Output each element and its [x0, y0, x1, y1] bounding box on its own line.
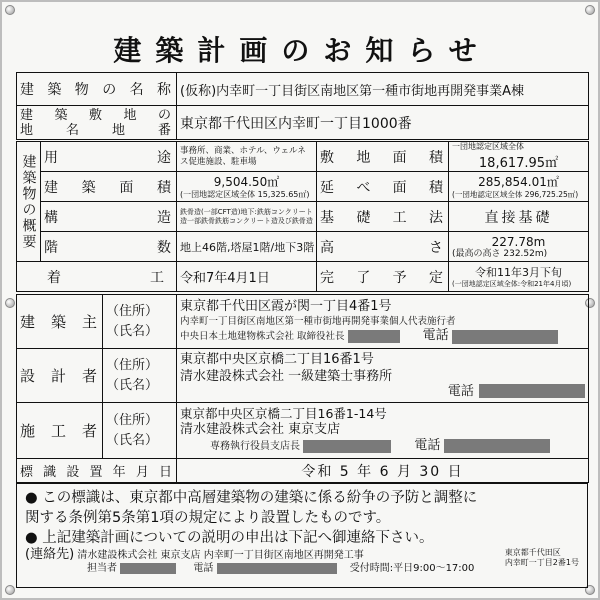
- client-subs: [103, 295, 177, 349]
- total-floor-area-label: 延べ面積: [317, 172, 449, 202]
- total-floor-area-sub: (一団地認定区域全体 296,725.25㎡): [452, 190, 579, 199]
- building-area-value: 9,504.50㎡: [213, 175, 280, 189]
- site-label-line2: 地名地番: [20, 122, 173, 138]
- height-sub: (最高の高さ 232.52m): [452, 248, 548, 259]
- contractor-name-label: （氏名）: [106, 432, 159, 448]
- completion-sub: (一団地認定区域全体:令和21年4月頃): [452, 280, 572, 288]
- client-name-row: [180, 329, 585, 344]
- sign-date-value: 令和 5 年 6 月 30 日: [177, 459, 589, 483]
- height-label: 高さ: [317, 232, 449, 262]
- bolt-icon: [5, 298, 15, 308]
- contact-hours: 受付時間:平日9:00～17:00: [349, 563, 475, 574]
- redacted-phone: [444, 439, 550, 453]
- contractor-values: [177, 403, 589, 459]
- contractor-address-label: （住所）: [106, 412, 159, 428]
- building-area-sub: (一団地認定区域全体 15,325.65㎡): [180, 190, 310, 199]
- start-value: 令和7年4月1日: [177, 262, 317, 292]
- footer-line2: 関する条例第5条第1項の規定により設置したものです。: [25, 510, 391, 526]
- footer-line3: ● 上記建築計画についての説明の申出は下記へ御連絡下さい。: [25, 530, 434, 546]
- client-label: 建築主: [17, 295, 103, 349]
- contractor-rep: 専務執行役員支店長: [210, 441, 300, 452]
- overview-label: 建築物の概要: [17, 142, 41, 262]
- site-area-cell: [449, 142, 589, 172]
- bolt-icon: [585, 5, 595, 15]
- start-label: 着工: [17, 262, 177, 292]
- designer-name: 清水建設株式会社 一級建築士事務所: [180, 369, 393, 384]
- footer-person-row: [25, 562, 579, 576]
- client-name-label: （氏名）: [106, 323, 159, 339]
- designer-address: 東京都中央区京橋二丁目16番1号: [180, 352, 374, 367]
- client-phone-label: 電話: [422, 328, 449, 343]
- foundation-value: 直接基礎: [449, 202, 589, 232]
- foundation-label: 基礎工法: [317, 202, 449, 232]
- floors-value: 地上46階,塔屋1階/地下3階: [177, 232, 317, 262]
- building-area-cell: [177, 172, 317, 202]
- contact-address: [505, 548, 579, 568]
- contact-phone-label: 電話: [193, 563, 214, 574]
- contractor-name: 清水建設株式会社 東京支店: [180, 422, 341, 437]
- contractor-address: 東京都中央区京橋二丁目16番1-14号: [180, 406, 387, 421]
- footer-contact-row: [25, 547, 579, 567]
- client-name2: 中央日本土地建物株式会社 取締役社長: [180, 331, 345, 342]
- completion-value: 令和11年3月下旬: [475, 266, 562, 279]
- client-address: 東京都千代田区霞が関一丁目4番1号: [180, 299, 392, 314]
- contractor-subs: [103, 403, 177, 459]
- structure-label: 構造: [41, 202, 177, 232]
- designer-address-label: （住所）: [106, 357, 159, 373]
- site-label-line1: 建築敷地の: [20, 107, 173, 123]
- height-cell: [449, 232, 589, 262]
- site-label: [17, 106, 177, 140]
- project-table: [16, 72, 589, 140]
- redacted-person: [120, 563, 176, 574]
- client-values: [177, 295, 589, 349]
- contractor-label: 施工者: [17, 403, 103, 459]
- building-area-label: 建築面積: [41, 172, 177, 202]
- contact-org: 清水建設株式会社 東京支店 内幸町一丁目街区南地区再開発工事: [77, 550, 364, 561]
- building-name-value: (仮称)内幸町一丁目街区南地区第一種市街地再開発事業A棟: [177, 73, 589, 106]
- redacted-phone: [452, 330, 558, 344]
- designer-name-label: （氏名）: [106, 377, 159, 393]
- redacted-name: [303, 440, 391, 453]
- redacted-phone: [217, 563, 337, 574]
- total-floor-area-cell: [449, 172, 589, 202]
- redacted-name: [348, 330, 400, 343]
- total-floor-area-value: 285,854.01㎡: [478, 175, 559, 189]
- contractor-rep-row: [180, 438, 585, 455]
- contractor-phone-label: 電話: [414, 438, 441, 453]
- site-area-note: 一団地認定区域全体: [452, 142, 524, 151]
- use-label: 用途: [41, 142, 177, 172]
- overview-table: [16, 141, 589, 292]
- contact-address2: 内幸町一丁目2番1号: [504, 558, 579, 567]
- use-value: 事務所、商業、ホテル、ウェルネス促進施設、駐車場: [177, 142, 317, 172]
- redacted-phone: [479, 384, 585, 398]
- bolt-icon: [5, 5, 15, 15]
- building-name-label: 建築物の名称: [17, 73, 177, 106]
- site-area-label: 敷地面積: [317, 142, 449, 172]
- client-name1: 内幸町一丁目街区南地区第一種市街地再開発事業個人代表施行者: [180, 316, 456, 327]
- contact-label: (連絡先): [25, 547, 75, 562]
- completion-cell: [449, 262, 589, 292]
- designer-phone-label: 電話: [447, 384, 474, 399]
- parties-table: [16, 294, 589, 483]
- structure-value: 鉄骨造(一部CFT造)地下:鉄筋コンクリート造一部鉄骨鉄筋コンクリート造及び鉄骨造: [177, 202, 317, 232]
- footer-line1: ● この標識は、東京都中高層建築物の建築に係る紛争の予防と調整に: [25, 490, 478, 506]
- designer-label: 設計者: [17, 349, 103, 403]
- height-value: 227.78m: [491, 234, 546, 249]
- designer-subs: [103, 349, 177, 403]
- designer-values: [177, 349, 589, 403]
- client-address-label: （住所）: [106, 303, 159, 319]
- completion-label: 完了予定: [317, 262, 449, 292]
- contact-person-label: 担当者: [87, 563, 117, 574]
- site-address-value: 東京都千代田区内幸町一丁目1000番: [177, 106, 589, 140]
- floors-label: 階数: [41, 232, 177, 262]
- notice-footer: [16, 483, 588, 588]
- site-area-value: 18,617.95㎡: [478, 156, 559, 171]
- notice-title: 建築計画のお知らせ: [113, 34, 491, 67]
- bolt-icon: [5, 585, 15, 595]
- contact-address1: 東京都千代田区: [504, 548, 561, 557]
- sign-date-label: 標識設置年月日: [17, 459, 177, 483]
